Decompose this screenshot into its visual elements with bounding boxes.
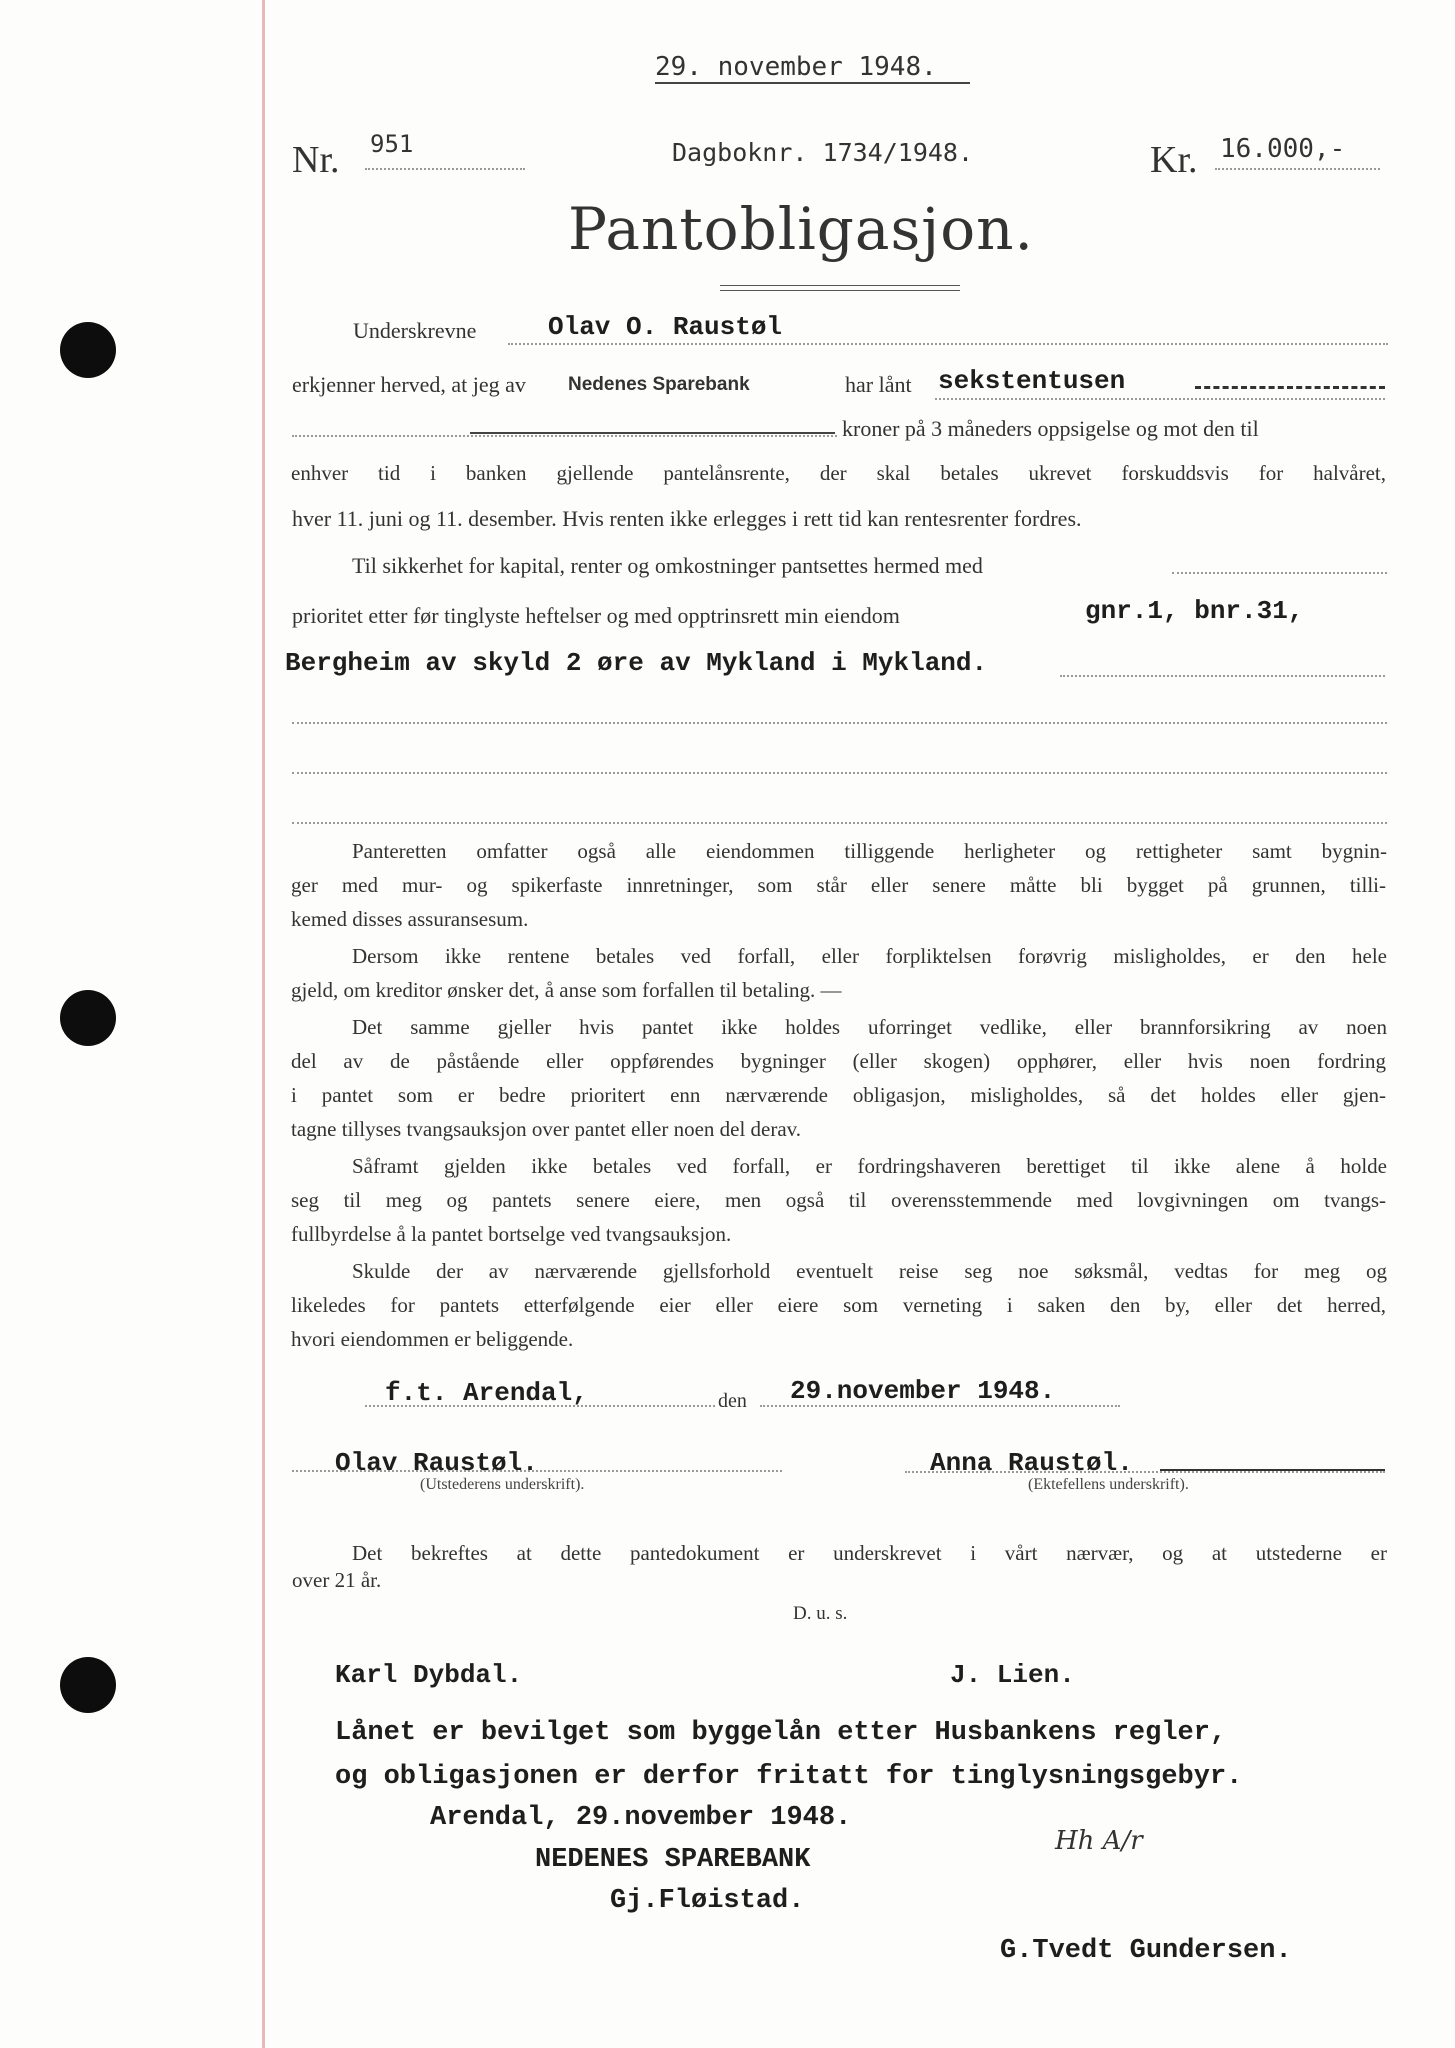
spouse-signature-line	[905, 1471, 1385, 1473]
amount-dotted-line	[935, 398, 1385, 400]
security-dotted-line	[1172, 572, 1387, 574]
nr-dotted-line	[365, 168, 525, 170]
blank-line	[292, 772, 1387, 774]
nr-label: Nr.	[292, 139, 340, 181]
priority-line: prioritet etter før tinglyste heftelser og med opptrinsrett min eiendom	[292, 603, 900, 628]
note-bank: NEDENES SPAREBANK	[535, 1845, 811, 1875]
margin-rule	[262, 0, 265, 2048]
terms-line-3: enhver tid i banken gjellende pantelånsrente, der skal betales ukrevet forskuddsvis for halvåret,	[291, 461, 1386, 485]
terms-paragraph-line: Det samme gjeller hvis pantet ikke holdes uforringet vedlike, eller brannforsikring av noen	[352, 1015, 1387, 1039]
loaned-text: har lånt	[845, 372, 912, 397]
terms-paragraph-line: likeledes for pantets etterfølgende eier eller eiere som verneting i saken den by, eller det herred,	[291, 1293, 1386, 1317]
kr-dotted-line	[1215, 168, 1380, 170]
amount-words: sekstentusen	[938, 366, 1126, 396]
blank-line	[292, 722, 1387, 724]
witness-text: Det bekreftes at dette pantedokument er underskrevet i vårt nærvær, og at utstederne er	[352, 1541, 1387, 1565]
property-description: Bergheim av skyld 2 øre av Mykland i Mykland.	[285, 648, 988, 678]
date-dotted-line	[760, 1405, 1120, 1407]
witness-1-signature: Karl Dybdal.	[335, 1660, 523, 1690]
kr-label: Kr.	[1150, 139, 1198, 181]
handwritten-initials: Hh A/r	[1055, 1826, 1143, 1856]
note-line-3: Arendal, 29.november 1948.	[430, 1803, 852, 1833]
note-line-1: Lånet er bevilget som byggelån etter Husbankens regler,	[335, 1718, 1227, 1748]
terms-paragraph-line: Skulde der av nærværende gjellsforhold eventuelt reise seg noe søksmål, vedtas for meg og	[352, 1259, 1387, 1283]
witness-text-2: over 21 år.	[292, 1568, 382, 1592]
acknowledge-text: erkjenner herved, at jeg av	[292, 372, 526, 397]
signing-date: 29.november 1948.	[790, 1376, 1056, 1406]
terms-paragraph-line: fullbyrdelse å la pantet bortselge ved tvangsauksjon.	[291, 1222, 732, 1246]
place-dotted-line	[365, 1405, 715, 1407]
document-date: 29. november 1948.	[655, 52, 937, 82]
issuer-caption: (Utstederens underskrift).	[420, 1476, 585, 1493]
spouse-signature: Anna Raustøl.	[930, 1448, 1133, 1478]
property-dotted-line	[1060, 675, 1385, 677]
bank-name: Nedenes Sparebank	[568, 374, 750, 395]
punch-hole	[60, 322, 116, 378]
spouse-caption: (Ektefellens underskrift).	[1028, 1476, 1189, 1493]
punch-hole	[60, 1657, 116, 1713]
terms-paragraph-line: del av de påstående eller oppførendes bygninger (eller skogen) opphører, eller hvis noen fordring	[291, 1049, 1386, 1073]
title-rule	[720, 290, 960, 291]
signing-place: f.t. Arendal,	[385, 1378, 588, 1408]
terms-paragraph-line: ger med mur- og spikerfaste innretninger, som står eller senere måtte bli bygget på grunnen, tilli-	[291, 873, 1386, 897]
document-title: Pantobligasjon.	[568, 195, 1034, 263]
note-signer: Gj.Fløistad.	[610, 1886, 805, 1916]
terms-paragraph-line: tagne tillyses tvangsauksjon over pantet eller noen del derav.	[291, 1117, 802, 1141]
title-rule	[720, 285, 960, 286]
terms-line-2: kroner på 3 måneders oppsigelse og mot den til	[842, 416, 1259, 441]
nr-value: 951	[370, 130, 414, 158]
terms-paragraph-line: Såframt gjelden ikke betales ved forfall, er fordringshaveren berettiget til ikke alene å holde	[352, 1154, 1387, 1178]
terms-line-4: hver 11. juni og 11. desember. Hvis renten ikke erlegges i rett tid kan rentesrenter fordres.	[292, 506, 1082, 531]
property-ref: gnr.1, bnr.31,	[1085, 596, 1304, 626]
name-dotted-line	[508, 343, 1388, 345]
note-line-2: og obligasjonen er derfor fritatt for tinglysningsgebyr.	[335, 1762, 1243, 1792]
amount-continued-line	[292, 435, 837, 437]
dus-abbrev: D. u. s.	[793, 1603, 848, 1624]
issuer-signature: Olav Raustøl.	[335, 1448, 538, 1478]
security-line: Til sikkerhet for kapital, renter og omkostninger pantsettes hermed med	[352, 553, 983, 578]
punch-hole	[60, 990, 116, 1046]
final-signer: G.Tvedt Gundersen.	[1000, 1936, 1292, 1966]
terms-paragraph-line: Dersom ikke rentene betales ved forfall, eller forpliktelsen forøvrig misligholdes, er den hele	[352, 944, 1387, 968]
amount-dash-fill	[1195, 386, 1385, 389]
terms-paragraph-line: i pantet som er bedre prioritert enn nærværende obligasjon, misligholdes, så det holdes eller gjen-	[291, 1083, 1386, 1107]
dagboknr: Dagboknr. 1734/1948.	[672, 138, 974, 167]
blank-line	[292, 822, 1387, 824]
terms-paragraph-line: kemed disses assuransesum.	[291, 907, 529, 931]
issuer-signature-line	[292, 1470, 782, 1472]
terms-paragraph-line: gjeld, om kreditor ønsker det, å anse som forfallen til betaling. —	[291, 978, 842, 1002]
undersigned-label: Underskrevne	[353, 318, 477, 343]
date-underline	[655, 82, 970, 84]
kr-value: 16.000,-	[1220, 134, 1346, 164]
undersigned-name: Olav O. Raustøl	[548, 312, 783, 342]
terms-paragraph-line: Panteretten omfatter også alle eiendommen tilliggende herligheter og rettigheter samt bygnin-	[352, 839, 1387, 863]
terms-paragraph-line: hvori eiendommen er beliggende.	[291, 1327, 574, 1351]
amount-stroke	[470, 432, 835, 434]
terms-paragraph-line: seg til meg og pantets senere eiere, men også til overensstemmende med lovgivningen om tvangs-	[291, 1188, 1386, 1212]
witness-2-signature: J. Lien.	[950, 1660, 1075, 1690]
den-label: den	[718, 1390, 747, 1412]
